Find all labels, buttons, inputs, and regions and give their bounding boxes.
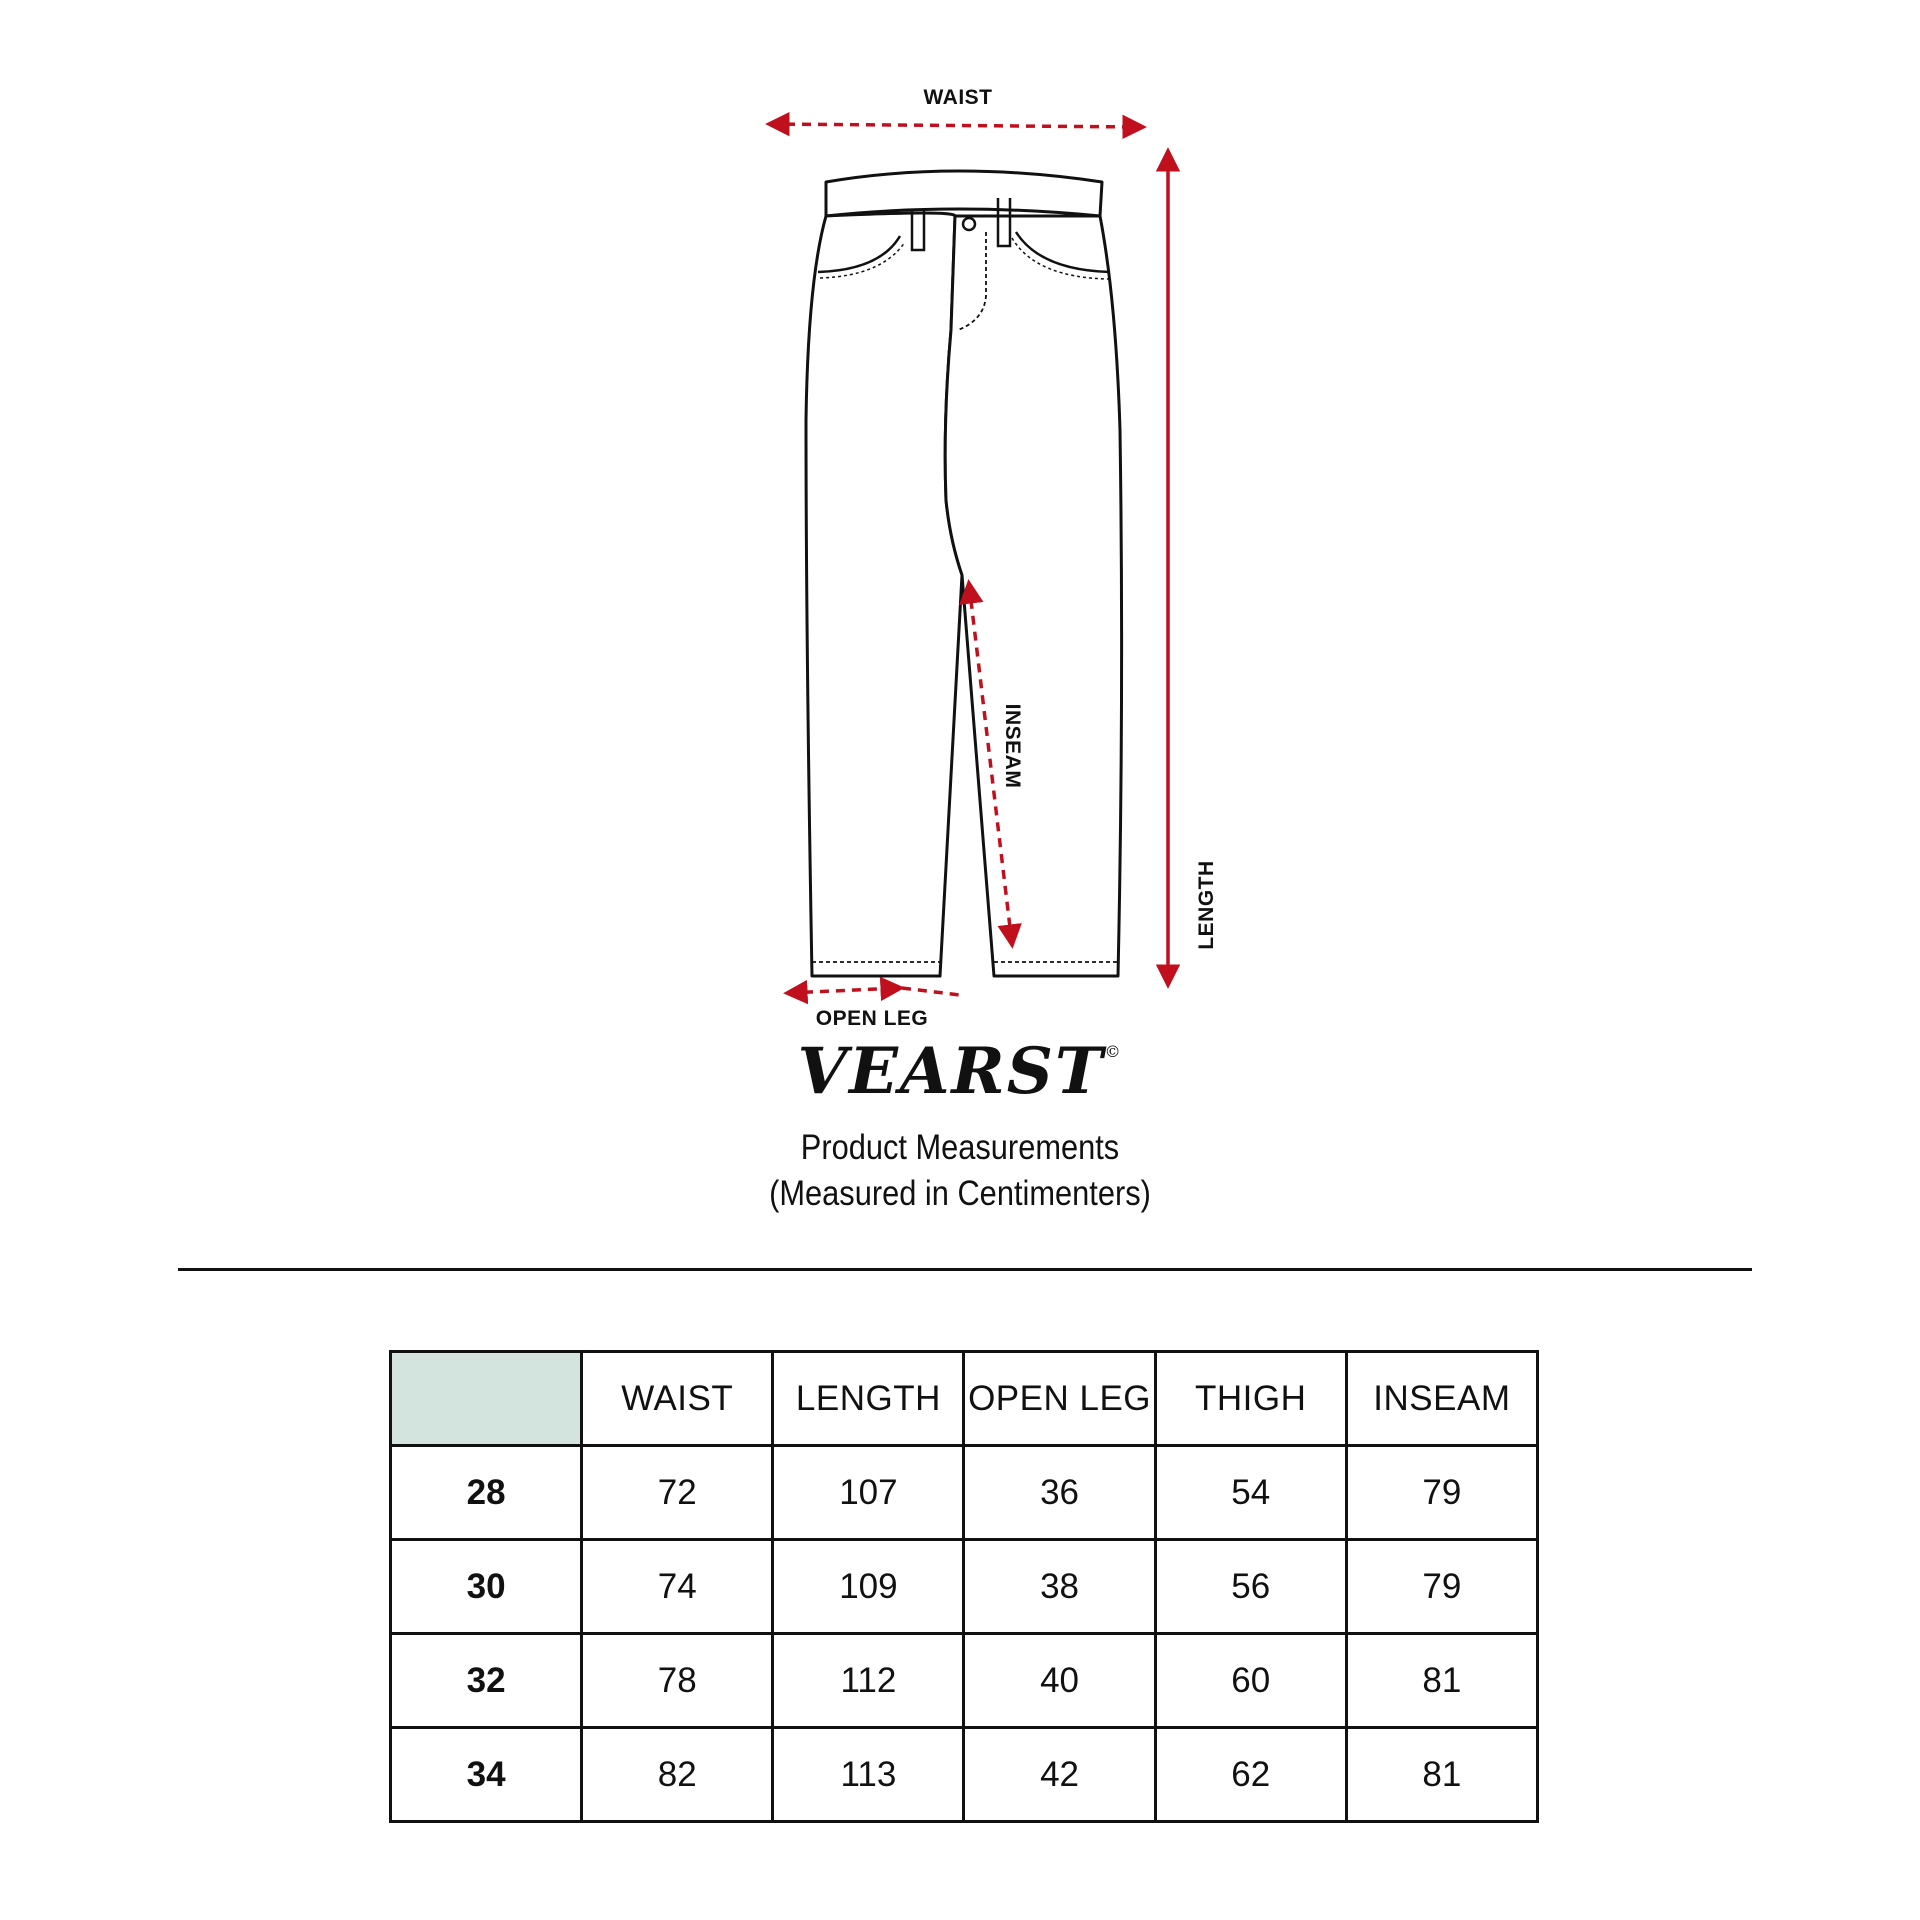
table-row	[391, 1634, 1538, 1728]
table-corner-cell	[391, 1352, 582, 1446]
table-cell: 82	[582, 1728, 773, 1822]
open-leg-arrow	[788, 988, 900, 993]
subtitle-line-2: (Measured in Centimenters)	[769, 1174, 1151, 1213]
table-row	[391, 1446, 1538, 1540]
table-cell: 81	[1346, 1634, 1537, 1728]
column-header-inseam: INSEAM	[1346, 1352, 1537, 1446]
right-leg	[945, 216, 1121, 976]
size-chart-table	[389, 1350, 1539, 1823]
size-cell: 34	[391, 1728, 582, 1822]
table-cell: 74	[582, 1540, 773, 1634]
column-header-thigh: THIGH	[1155, 1352, 1346, 1446]
table-cell: 56	[1155, 1540, 1346, 1634]
waist-label: WAIST	[923, 86, 993, 109]
table-cell: 79	[1346, 1446, 1537, 1540]
waist-arrow	[770, 124, 1142, 127]
size-cell: 32	[391, 1634, 582, 1728]
jeans-outline	[806, 171, 1122, 976]
table-cell: 107	[773, 1446, 964, 1540]
table-cell: 109	[773, 1540, 964, 1634]
table-cell: 36	[964, 1446, 1155, 1540]
brand-name: VEARST	[797, 1034, 1105, 1109]
brand-logo	[0, 1034, 1920, 1109]
open-leg-label: OPEN LEG	[815, 1007, 929, 1030]
table-cell: 79	[1346, 1540, 1537, 1634]
table-cell: 54	[1155, 1446, 1346, 1540]
size-cell: 28	[391, 1446, 582, 1540]
size-cell: 30	[391, 1540, 582, 1634]
left-leg	[806, 213, 962, 976]
copyright-mark: ©	[1104, 1042, 1123, 1061]
table-cell: 62	[1155, 1728, 1346, 1822]
table-row	[391, 1728, 1538, 1822]
table-cell: 112	[773, 1634, 964, 1728]
column-header-waist: WAIST	[582, 1352, 773, 1446]
subtitle-line-1: Product Measurements	[800, 1128, 1120, 1167]
table-header-row	[391, 1352, 1538, 1446]
column-header-length: LENGTH	[773, 1352, 964, 1446]
waistband	[826, 171, 1102, 216]
table-row	[391, 1540, 1538, 1634]
section-divider	[178, 1268, 1752, 1271]
table-cell: 72	[582, 1446, 773, 1540]
length-label: LENGTH	[1195, 860, 1218, 950]
column-header-open-leg: OPEN LEG	[964, 1352, 1155, 1446]
table-cell: 42	[964, 1728, 1155, 1822]
table-cell: 113	[773, 1728, 964, 1822]
inseam-label: INSEAM	[1001, 703, 1024, 789]
table-cell: 81	[1346, 1728, 1537, 1822]
table-cell: 60	[1155, 1634, 1346, 1728]
table-cell: 78	[582, 1634, 773, 1728]
table-cell: 38	[964, 1540, 1155, 1634]
table-cell: 40	[964, 1634, 1155, 1728]
